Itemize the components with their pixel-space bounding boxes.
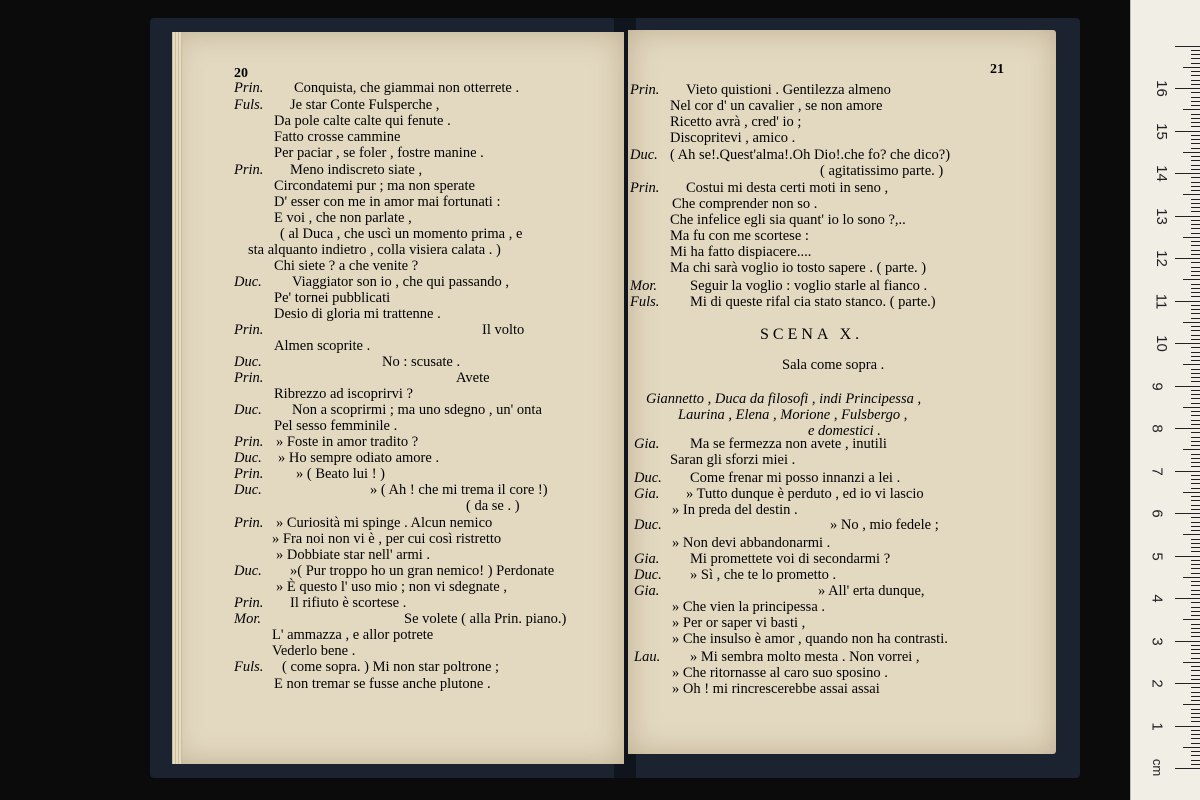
ruler-tick: [1191, 122, 1200, 123]
ruler-tick: [1183, 237, 1200, 238]
speaker-label: Mor.: [630, 278, 657, 294]
ruler-tick: [1183, 67, 1200, 68]
dialogue-line: Desio di gloria mi trattenne .: [274, 306, 441, 322]
ruler-tick: [1175, 131, 1200, 132]
ruler-tick: [1183, 534, 1200, 535]
ruler-tick: [1183, 449, 1200, 450]
ruler-tick: [1191, 696, 1200, 697]
ruler-tick: [1191, 347, 1200, 348]
ruler-tick: [1175, 428, 1200, 429]
ruler-tick: [1191, 764, 1200, 765]
ruler-tick: [1191, 568, 1200, 569]
ruler-tick: [1191, 441, 1200, 442]
dialogue-line: Non a scoprirmi ; ma uno sdegno , un' onta: [292, 402, 542, 418]
ruler-tick: [1191, 54, 1200, 55]
ruler-tick: [1191, 339, 1200, 340]
dialogue-line: » All' erta dunque,: [818, 583, 925, 599]
scene-title: SCENA X.: [760, 326, 864, 343]
dialogue-line: sta alquanto indietro , colla visiera calata . ): [248, 242, 501, 258]
dialogue-line: ( da se . ): [466, 498, 520, 514]
speaker-label: Gia.: [634, 486, 660, 502]
ruler-tick: [1191, 415, 1200, 416]
dialogue-line: Mi di queste rifal cia stato stanco. ( parte.): [690, 294, 936, 310]
ruler-tick: [1191, 738, 1200, 739]
ruler-tick: [1191, 262, 1200, 263]
scene-setting: Sala come sopra .: [782, 357, 885, 373]
dialogue-line: » Mi sembra molto mesta . Non vorrei ,: [690, 649, 920, 665]
ruler-tick: [1191, 730, 1200, 731]
dialogue-line: E non tremar se fusse anche plutone .: [274, 676, 491, 692]
dialogue-line: » Foste in amor tradito ?: [276, 434, 419, 450]
ruler-number: 13: [1152, 207, 1170, 225]
ruler-tick: [1191, 267, 1200, 268]
dialogue-line: Il rifiuto è scortese .: [290, 595, 407, 611]
ruler-tick: [1191, 326, 1200, 327]
ruler-tick: [1191, 424, 1200, 425]
ruler-tick: [1191, 71, 1200, 72]
ruler-tick: [1191, 628, 1200, 629]
dialogue-line: » ( Beato lui ! ): [296, 466, 385, 482]
ruler-tick: [1191, 602, 1200, 603]
dialogue-line: » Tutto dunque è perduto , ed io vi lascio: [686, 486, 924, 502]
ruler-tick: [1191, 675, 1200, 676]
dialogue-line: Ma se fermezza non avete , inutili: [690, 436, 887, 452]
ruler-tick: [1191, 679, 1200, 680]
dialogue-line: » Per or saper vi basti ,: [672, 615, 806, 631]
ruler-tick: [1191, 751, 1200, 752]
scene-characters-3: e domestici .: [808, 423, 881, 439]
ruler-tick: [1183, 577, 1200, 578]
dialogue-line: Mi ha fatto dispiacere....: [670, 244, 812, 260]
ruler-tick: [1191, 305, 1200, 306]
ruler-tick: [1191, 505, 1200, 506]
ruler-number: 8: [1148, 424, 1166, 433]
ruler-tick: [1191, 636, 1200, 637]
ruler-tick: [1191, 658, 1200, 659]
dialogue-line: Da pole calte calte qui fenute .: [274, 113, 451, 129]
speaker-label: Duc.: [234, 354, 262, 370]
measurement-ruler: [1130, 0, 1200, 800]
ruler-tick: [1191, 526, 1200, 527]
ruler-tick: [1175, 46, 1200, 47]
dialogue-line: Conquista, che giammai non otterrete .: [294, 80, 520, 96]
ruler-tick: [1191, 190, 1200, 191]
ruler-tick: [1191, 420, 1200, 421]
ruler-number: 1: [1148, 721, 1166, 731]
ruler-tick: [1175, 683, 1200, 684]
ruler-tick: [1191, 522, 1200, 523]
dialogue-line: » È questo l' uso mio ; non vi sdegnate ,: [276, 579, 507, 595]
ruler-tick: [1191, 63, 1200, 64]
ruler-tick: [1191, 360, 1200, 361]
ruler-tick: [1191, 275, 1200, 276]
speaker-label: Duc.: [634, 567, 662, 583]
ruler-tick: [1191, 211, 1200, 212]
dialogue-line: Costui mi desta certi moti in seno ,: [686, 180, 889, 196]
dialogue-line: » Dobbiate star nell' armi .: [276, 547, 431, 563]
ruler-tick: [1191, 284, 1200, 285]
dialogue-line: No : scusate .: [382, 354, 461, 370]
ruler-tick: [1175, 216, 1200, 217]
ruler-tick: [1191, 530, 1200, 531]
scene-characters-2: Laurina , Elena , Morione , Fulsbergo ,: [678, 407, 908, 423]
ruler-number: 14: [1152, 165, 1170, 182]
ruler-tick: [1191, 373, 1200, 374]
ruler-tick: [1191, 590, 1200, 591]
ruler-tick: [1191, 135, 1200, 136]
dialogue-line: D' esser con me in amor mai fortunati :: [274, 194, 501, 210]
ruler-tick: [1191, 356, 1200, 357]
dialogue-line: Meno indiscreto siate ,: [290, 162, 423, 178]
dialogue-line: Je star Conte Fulsperche ,: [290, 97, 440, 113]
ruler-tick: [1191, 245, 1200, 246]
dialogue-line: Mi promettete voi di secondarmi ?: [690, 551, 891, 567]
dialogue-line: Ma fu con me scortese :: [670, 228, 809, 244]
ruler-unit-label: cm: [1150, 758, 1166, 777]
ruler-tick: [1175, 641, 1200, 642]
ruler-tick: [1191, 160, 1200, 161]
ruler-tick: [1191, 199, 1200, 200]
dialogue-line: » Fra noi non vi è , per cui così ristretto: [272, 531, 502, 547]
scene-characters-1: Giannetto , Duca da filosofi , indi Principessa ,: [646, 391, 922, 407]
speaker-label: Prin.: [234, 370, 264, 386]
ruler-tick: [1175, 513, 1200, 514]
ruler-tick: [1191, 632, 1200, 633]
ruler-tick: [1191, 271, 1200, 272]
ruler-number: 6: [1148, 509, 1166, 518]
ruler-tick: [1191, 394, 1200, 395]
ruler-tick: [1191, 611, 1200, 612]
ruler-tick: [1191, 118, 1200, 119]
dialogue-line: » Che insulso è amor , quando non ha contrasti.: [672, 631, 948, 647]
speaker-label: Gia.: [634, 436, 660, 452]
dialogue-line: » No , mio fedele ;: [830, 517, 939, 533]
speaker-label: Prin.: [234, 80, 264, 96]
ruler-tick: [1191, 403, 1200, 404]
ruler-tick: [1191, 666, 1200, 667]
dialogue-line: Pe' tornei pubblicati: [274, 290, 391, 306]
ruler-tick: [1191, 585, 1200, 586]
dialogue-line: » ( Ah ! che mi trema il core !): [370, 482, 548, 498]
ruler-tick: [1191, 292, 1200, 293]
speaker-label: Duc.: [634, 517, 662, 533]
ruler-tick: [1191, 148, 1200, 149]
speaker-label: Duc.: [634, 470, 662, 486]
dialogue-line: » Sì , che te lo prometto .: [690, 567, 837, 583]
ruler-tick: [1175, 471, 1200, 472]
ruler-tick: [1191, 475, 1200, 476]
dialogue-line: Viaggiator son io , che qui passando ,: [292, 274, 509, 290]
speaker-label: Prin.: [234, 595, 264, 611]
dialogue-line: Che infelice egli sia quant' io lo sono ?,..: [670, 212, 906, 228]
dialogue-line: Come frenar mi posso innanzi a lei .: [690, 470, 901, 486]
ruler-tick: [1191, 454, 1200, 455]
dialogue-line: Almen scoprite .: [274, 338, 371, 354]
ruler-tick: [1191, 203, 1200, 204]
dialogue-line: Nel cor d' un cavalier , se non amore: [670, 98, 883, 114]
dialogue-line: Fatto crosse cammine: [274, 129, 401, 145]
ruler-tick: [1191, 381, 1200, 382]
left-page-number: 20: [234, 66, 248, 81]
ruler-tick: [1191, 743, 1200, 744]
ruler-tick: [1191, 377, 1200, 378]
ruler-tick: [1191, 721, 1200, 722]
ruler-tick: [1191, 186, 1200, 187]
ruler-tick: [1191, 517, 1200, 518]
dialogue-line: » Che vien la principessa .: [672, 599, 826, 615]
ruler-tick: [1191, 717, 1200, 718]
ruler-number: 15: [1152, 122, 1170, 140]
ruler-number: 3: [1148, 636, 1166, 646]
ruler-tick: [1191, 496, 1200, 497]
ruler-tick: [1191, 539, 1200, 540]
ruler-tick: [1191, 296, 1200, 297]
ruler-tick: [1191, 432, 1200, 433]
ruler-tick: [1191, 165, 1200, 166]
dialogue-line: Che comprender non so .: [672, 196, 818, 212]
ruler-tick: [1191, 330, 1200, 331]
dialogue-line: Saran gli sforzi miei .: [670, 452, 796, 468]
ruler-tick: [1191, 411, 1200, 412]
speaker-label: Prin.: [234, 466, 264, 482]
ruler-tick: [1191, 288, 1200, 289]
ruler-tick: [1191, 488, 1200, 489]
speaker-label: Prin.: [234, 515, 264, 531]
ruler-tick: [1191, 207, 1200, 208]
ruler-tick: [1191, 143, 1200, 144]
dialogue-line: E voi , che non parlate ,: [274, 210, 412, 226]
ruler-tick: [1191, 254, 1200, 255]
ruler-number: 5: [1148, 551, 1166, 561]
ruler-tick: [1191, 560, 1200, 561]
ruler-tick: [1191, 92, 1200, 93]
ruler-tick: [1191, 75, 1200, 76]
dialogue-line: ( come sopra. ) Mi non star poltrone ;: [282, 659, 500, 675]
ruler-tick: [1175, 768, 1200, 769]
ruler-tick: [1191, 543, 1200, 544]
dialogue-line: Discopritevi , amico .: [670, 130, 796, 146]
ruler-tick: [1191, 126, 1200, 127]
ruler-tick: [1191, 687, 1200, 688]
ruler-tick: [1191, 607, 1200, 608]
ruler-tick: [1191, 228, 1200, 229]
ruler-tick: [1191, 649, 1200, 650]
ruler-tick: [1191, 114, 1200, 115]
ruler-tick: [1191, 547, 1200, 548]
ruler-tick: [1191, 594, 1200, 595]
ruler-tick: [1191, 734, 1200, 735]
ruler-number: 16: [1152, 80, 1170, 97]
dialogue-line: ( agitatissimo parte. ): [820, 163, 944, 179]
ruler-tick: [1191, 241, 1200, 242]
ruler-tick: [1191, 713, 1200, 714]
ruler-tick: [1191, 581, 1200, 582]
ruler-tick: [1191, 466, 1200, 467]
dialogue-line: Se volete ( alla Prin. piano.): [404, 611, 567, 627]
dialogue-line: » Non devi abbandonarmi .: [672, 535, 831, 551]
ruler-number: 2: [1148, 679, 1166, 688]
dialogue-line: Circondatemi pur ; ma non sperate: [274, 178, 475, 194]
ruler-tick: [1175, 173, 1200, 174]
ruler-tick: [1183, 747, 1200, 748]
dialogue-line: Avete: [456, 370, 490, 386]
ruler-tick: [1191, 398, 1200, 399]
speaker-label: Prin.: [234, 434, 264, 450]
ruler-tick: [1191, 760, 1200, 761]
ruler-tick: [1191, 624, 1200, 625]
dialogue-line: » In preda del destin .: [672, 502, 798, 518]
ruler-number: 9: [1148, 381, 1166, 391]
dialogue-line: Seguir la voglio : voglio starle al fianco .: [690, 278, 928, 294]
ruler-tick: [1175, 258, 1200, 259]
ruler-tick: [1175, 301, 1200, 302]
ruler-tick: [1175, 556, 1200, 557]
ruler-tick: [1183, 407, 1200, 408]
ruler-tick: [1183, 662, 1200, 663]
ruler-tick: [1191, 755, 1200, 756]
ruler-tick: [1191, 645, 1200, 646]
ruler-tick: [1191, 352, 1200, 353]
ruler-tick: [1175, 726, 1200, 727]
ruler-tick: [1191, 224, 1200, 225]
ruler-tick: [1183, 619, 1200, 620]
ruler-tick: [1191, 700, 1200, 701]
speaker-label: Duc.: [234, 402, 262, 418]
dialogue-line: Chi siete ? a che venite ?: [274, 258, 419, 274]
ruler-tick: [1191, 105, 1200, 106]
speaker-label: Gia.: [634, 583, 660, 599]
ruler-tick: [1191, 335, 1200, 336]
ruler-tick: [1183, 109, 1200, 110]
ruler-tick: [1191, 220, 1200, 221]
ruler-tick: [1183, 704, 1200, 705]
ruler-tick: [1191, 437, 1200, 438]
ruler-tick: [1191, 84, 1200, 85]
dialogue-line: Pel sesso femminile .: [274, 418, 398, 434]
dialogue-line: » Ho sempre odiato amore .: [278, 450, 440, 466]
ruler-tick: [1191, 233, 1200, 234]
ruler-tick: [1191, 653, 1200, 654]
speaker-label: Duc.: [234, 274, 262, 290]
ruler-tick: [1191, 318, 1200, 319]
speaker-label: Gia.: [634, 551, 660, 567]
ruler-tick: [1191, 692, 1200, 693]
dialogue-line: ( Ah se!.Quest'alma!.Oh Dio!.che fo? che dico?): [670, 147, 951, 163]
dialogue-line: Vieto quistioni . Gentilezza almeno: [686, 82, 891, 98]
dialogue-line: Ma chi sarà voglio io tosto sapere . ( parte. ): [670, 260, 927, 276]
ruler-tick: [1183, 194, 1200, 195]
ruler-tick: [1175, 598, 1200, 599]
speaker-label: Prin.: [630, 180, 660, 196]
ruler-tick: [1191, 101, 1200, 102]
ruler-tick: [1191, 479, 1200, 480]
ruler-tick: [1191, 139, 1200, 140]
ruler-tick: [1191, 390, 1200, 391]
ruler-tick: [1183, 279, 1200, 280]
speaker-label: Duc.: [234, 563, 262, 579]
dialogue-line: » Curiosità mi spinge . Alcun nemico: [276, 515, 493, 531]
dialogue-line: » Oh ! mi rincrescerebbe assai assai: [672, 681, 880, 697]
ruler-tick: [1191, 58, 1200, 59]
right-page-number: 21: [990, 62, 1004, 77]
speaker-label: Fuls.: [234, 659, 264, 675]
dialogue-line: Il volto: [482, 322, 525, 338]
ruler-number: 4: [1148, 594, 1166, 603]
speaker-label: Duc.: [234, 482, 262, 498]
dialogue-line: » Che ritornasse al caro suo sposino .: [672, 665, 888, 681]
ruler-tick: [1191, 709, 1200, 710]
ruler-tick: [1191, 250, 1200, 251]
dialogue-line: »( Pur troppo ho un gran nemico! ) Perdonate: [290, 563, 555, 579]
speaker-label: Prin.: [630, 82, 660, 98]
speaker-label: Duc.: [234, 450, 262, 466]
ruler-tick: [1191, 169, 1200, 170]
ruler-tick: [1191, 500, 1200, 501]
ruler-tick: [1191, 156, 1200, 157]
ruler-tick: [1191, 564, 1200, 565]
ruler-tick: [1183, 492, 1200, 493]
speaker-label: Prin.: [234, 322, 264, 338]
ruler-tick: [1183, 152, 1200, 153]
ruler-tick: [1191, 445, 1200, 446]
ruler-tick: [1191, 670, 1200, 671]
ruler-tick: [1191, 615, 1200, 616]
speaker-label: Mor.: [234, 611, 261, 627]
ruler-tick: [1191, 483, 1200, 484]
ruler-tick: [1191, 458, 1200, 459]
ruler-tick: [1191, 462, 1200, 463]
speaker-label: Prin.: [234, 162, 264, 178]
ruler-tick: [1191, 177, 1200, 178]
dialogue-line: Ribrezzo ad iscoprirvi ?: [274, 386, 413, 402]
dialogue-line: L' ammazza , e allor potrete: [272, 627, 434, 643]
ruler-tick: [1191, 80, 1200, 81]
ruler-number: 10: [1152, 335, 1170, 352]
ruler-tick: [1191, 182, 1200, 183]
dialogue-line: Ricetto avrà , cred' io ;: [670, 114, 802, 130]
ruler-tick: [1183, 322, 1200, 323]
ruler-tick: [1191, 573, 1200, 574]
dialogue-line: Per paciar , se foler , fostre manine .: [274, 145, 484, 161]
ruler-number: 11: [1152, 293, 1170, 309]
speaker-label: Fuls.: [630, 294, 660, 310]
ruler-tick: [1175, 386, 1200, 387]
ruler-tick: [1191, 309, 1200, 310]
ruler-tick: [1175, 88, 1200, 89]
page-edges: [172, 32, 182, 764]
speaker-label: Duc.: [630, 147, 658, 163]
speaker-label: Fuls.: [234, 97, 264, 113]
ruler-tick: [1175, 343, 1200, 344]
dialogue-line: ( al Duca , che uscì un momento prima , e: [280, 226, 523, 242]
ruler-tick: [1191, 97, 1200, 98]
ruler-tick: [1191, 509, 1200, 510]
ruler-tick: [1183, 364, 1200, 365]
ruler-number: 12: [1152, 250, 1170, 267]
dialogue-line: Vederlo bene .: [272, 643, 356, 659]
ruler-tick: [1191, 313, 1200, 314]
ruler-tick: [1191, 551, 1200, 552]
ruler-number: 7: [1148, 466, 1166, 476]
speaker-label: Lau.: [634, 649, 661, 665]
ruler-tick: [1191, 369, 1200, 370]
ruler-tick: [1191, 50, 1200, 51]
